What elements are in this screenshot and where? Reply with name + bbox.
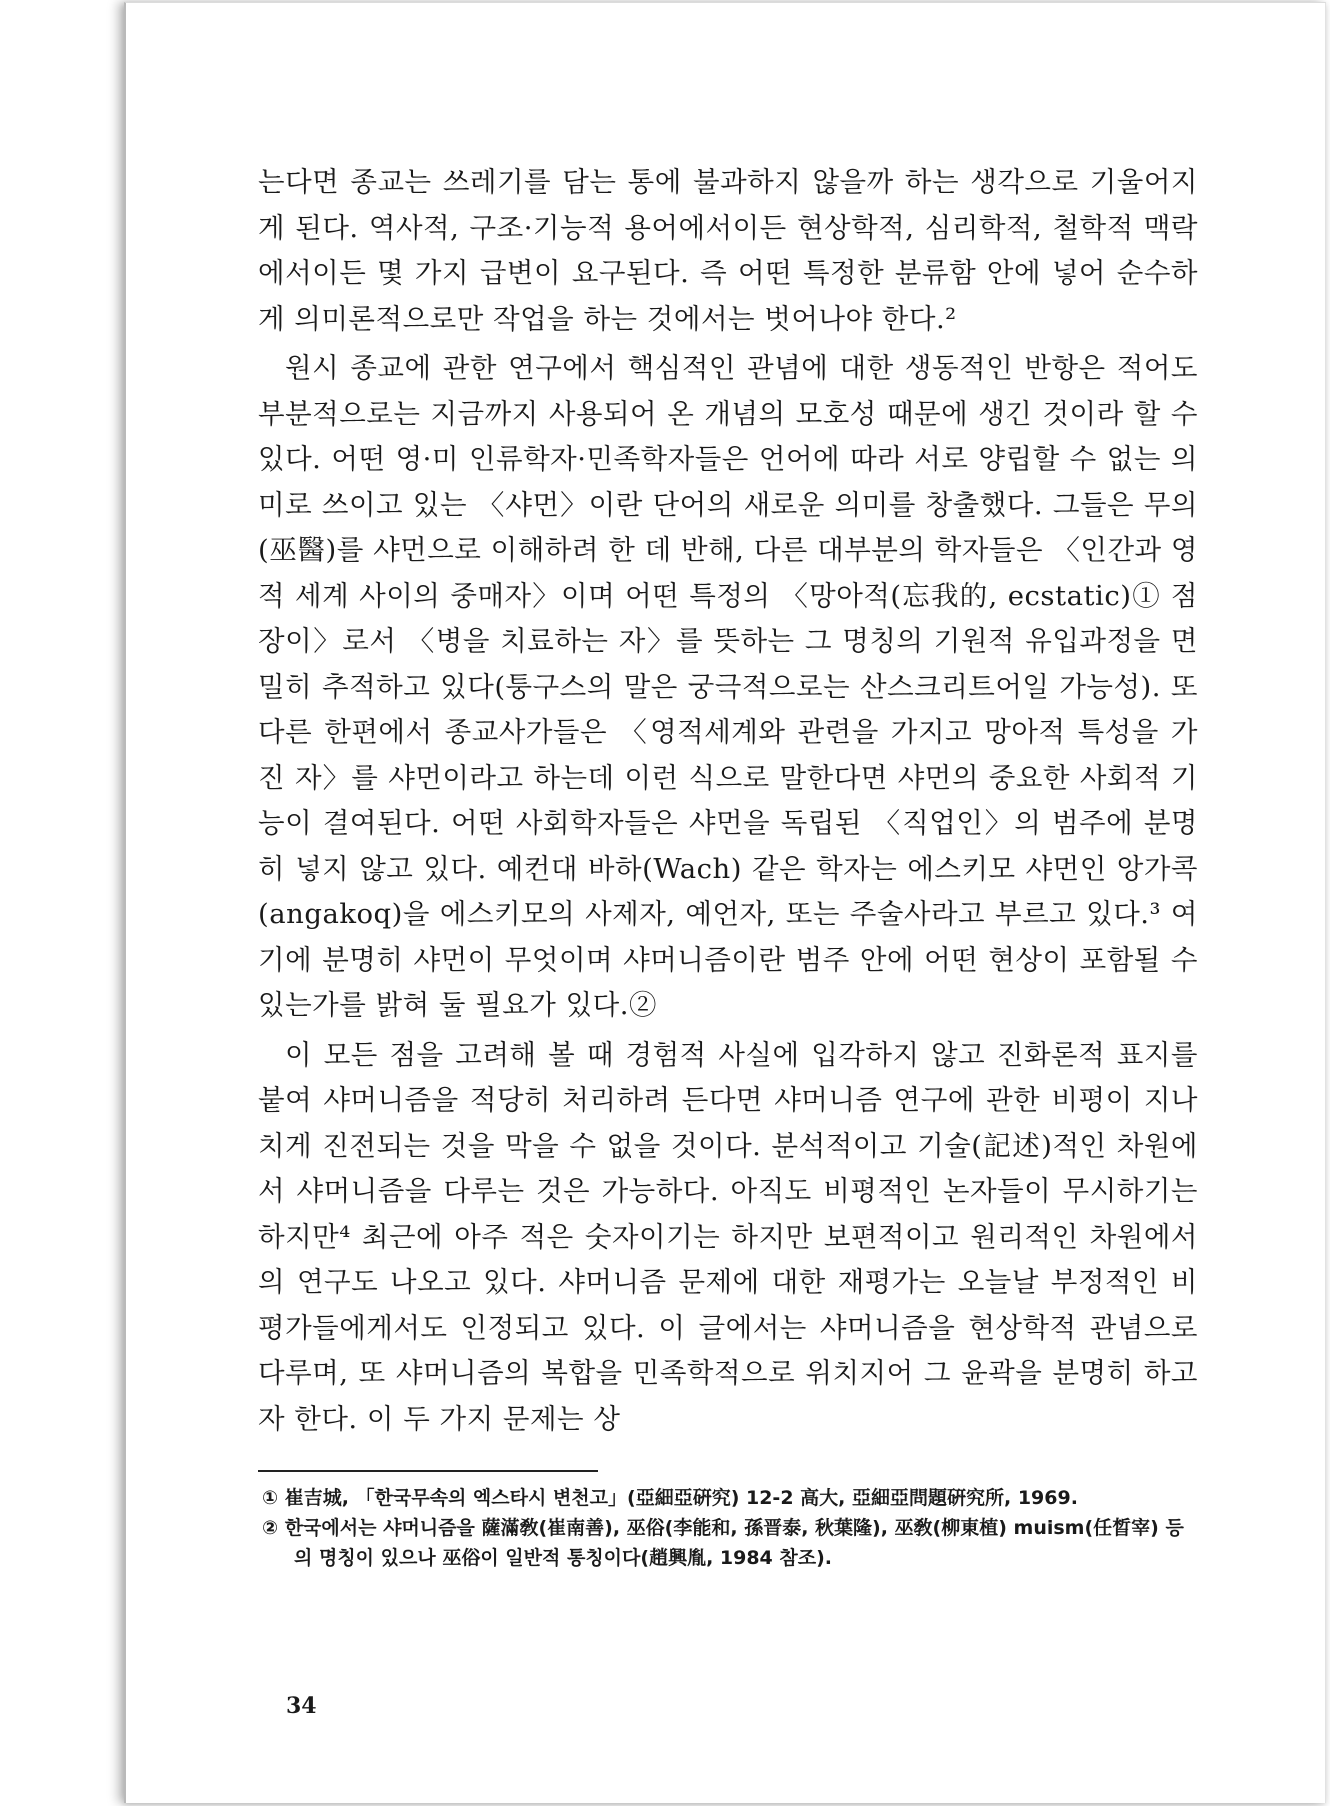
body-text — [258, 160, 1198, 1442]
footnote-divider — [258, 1470, 598, 1472]
footnotes — [262, 1483, 1198, 1573]
footnote-2: ② 한국에서는 샤머니즘을 薩滿敎(崔南善), 巫俗(李能和, 孫晋泰, 秋葉隆), 巫敎(柳東植) muism(任晳宰) 등의 명칭이 있으나 巫俗이 일반적 통칭이다(趙興胤, 1984 참조). — [262, 1517, 1184, 1569]
paragraph-3: 이 모든 점을 고려해 볼 때 경험적 사실에 입각하지 않고 진화론적 표지를 붙여 샤머니즘을 적당히 처리하려 든다면 샤머니즘 연구에 관한 비평이 지나치게 진전되는 것을 막을 수 없을 것이다. 분석적이고 기술(記述)적인 차원에서 샤머니즘을 다루는 것은 가능하다. 아직도 비평적인 논자들이 무시하기는 하지만⁴ 최근에 아주 적은 숫자이기는 하지만 보편적이고 원리적인 차원에서의 연구도 나오고 있다. 샤머니즘 문제에 대한 재평가는 오늘날 부정적인 비평가들에게서도 인정되고 있다. 이 글에서는 샤머니즘을 현상학적 관념으로 다루며, 또 샤머니즘의 복합을 민족학적으로 위치지어 그 윤곽을 분명히 하고자 한다. 이 두 가지 문제는 상 — [258, 1038, 1198, 1435]
footnote-1: ① 崔吉城, 「한국무속의 엑스타시 변천고」(亞細亞硏究) 12-2 高大, 亞細亞問題硏究所, 1969. — [262, 1487, 1078, 1509]
paragraph-1: 는다면 종교는 쓰레기를 담는 통에 불과하지 않을까 하는 생각으로 기울어지게 된다. 역사적, 구조·기능적 용어에서이든 현상학적, 심리학적, 철학적 맥락에서이든 몇 가지 급변이 요구된다. 즉 어떤 특정한 분류함 안에 넣어 순수하게 의미론적으로만 작업을 하는 것에서는 벗어나야 한다.² — [258, 166, 1198, 335]
page-number: 34 — [286, 1693, 317, 1719]
paragraph-2: 원시 종교에 관한 연구에서 핵심적인 관념에 대한 생동적인 반항은 적어도 부분적으로는 지금까지 사용되어 온 개념의 모호성 때문에 생긴 것이라 할 수 있다. 어떤 영·미 인류학자·민족학자들은 언어에 따라 서로 양립할 수 없는 의미로 쓰이고 있는 〈샤먼〉이란 단어의 새로운 의미를 창출했다. 그들은 무의(巫醫)를 샤먼으로 이해하려 한 데 반해, 다른 대부분의 학자들은 〈인간과 영적 세계 사이의 중매자〉이며 어떤 특정의 〈망아적(忘我的, ecstatic)① 점장이〉로서 〈병을 치료하는 자〉를 뜻하는 그 명칭의 기원적 유입과정을 면밀히 추적하고 있다(퉁구스의 말은 궁극적으로는 산스크리트어일 가능성). 또 다른 한편에서 종교사가들은 〈영적세계와 관련을 가지고 망아적 특성을 가진 자〉를 샤먼이라고 하는데 이런 식으로 말한다면 샤먼의 중요한 사회적 기능이 결여된다. 어떤 사회학자들은 샤먼을 독립된 〈직업인〉의 범주에 분명히 넣지 않고 있다. 예컨대 바하(Wach) 같은 학자는 에스키모 샤먼인 앙가콕(angakoq)을 에스키모의 사제자, 예언자, 또는 주술사라고 부르고 있다.³ 여기에 분명히 샤먼이 무엇이며 샤머니즘이란 범주 안에 어떤 현상이 포함될 수 있는가를 밝혀 둘 필요가 있다.② — [258, 352, 1198, 1021]
